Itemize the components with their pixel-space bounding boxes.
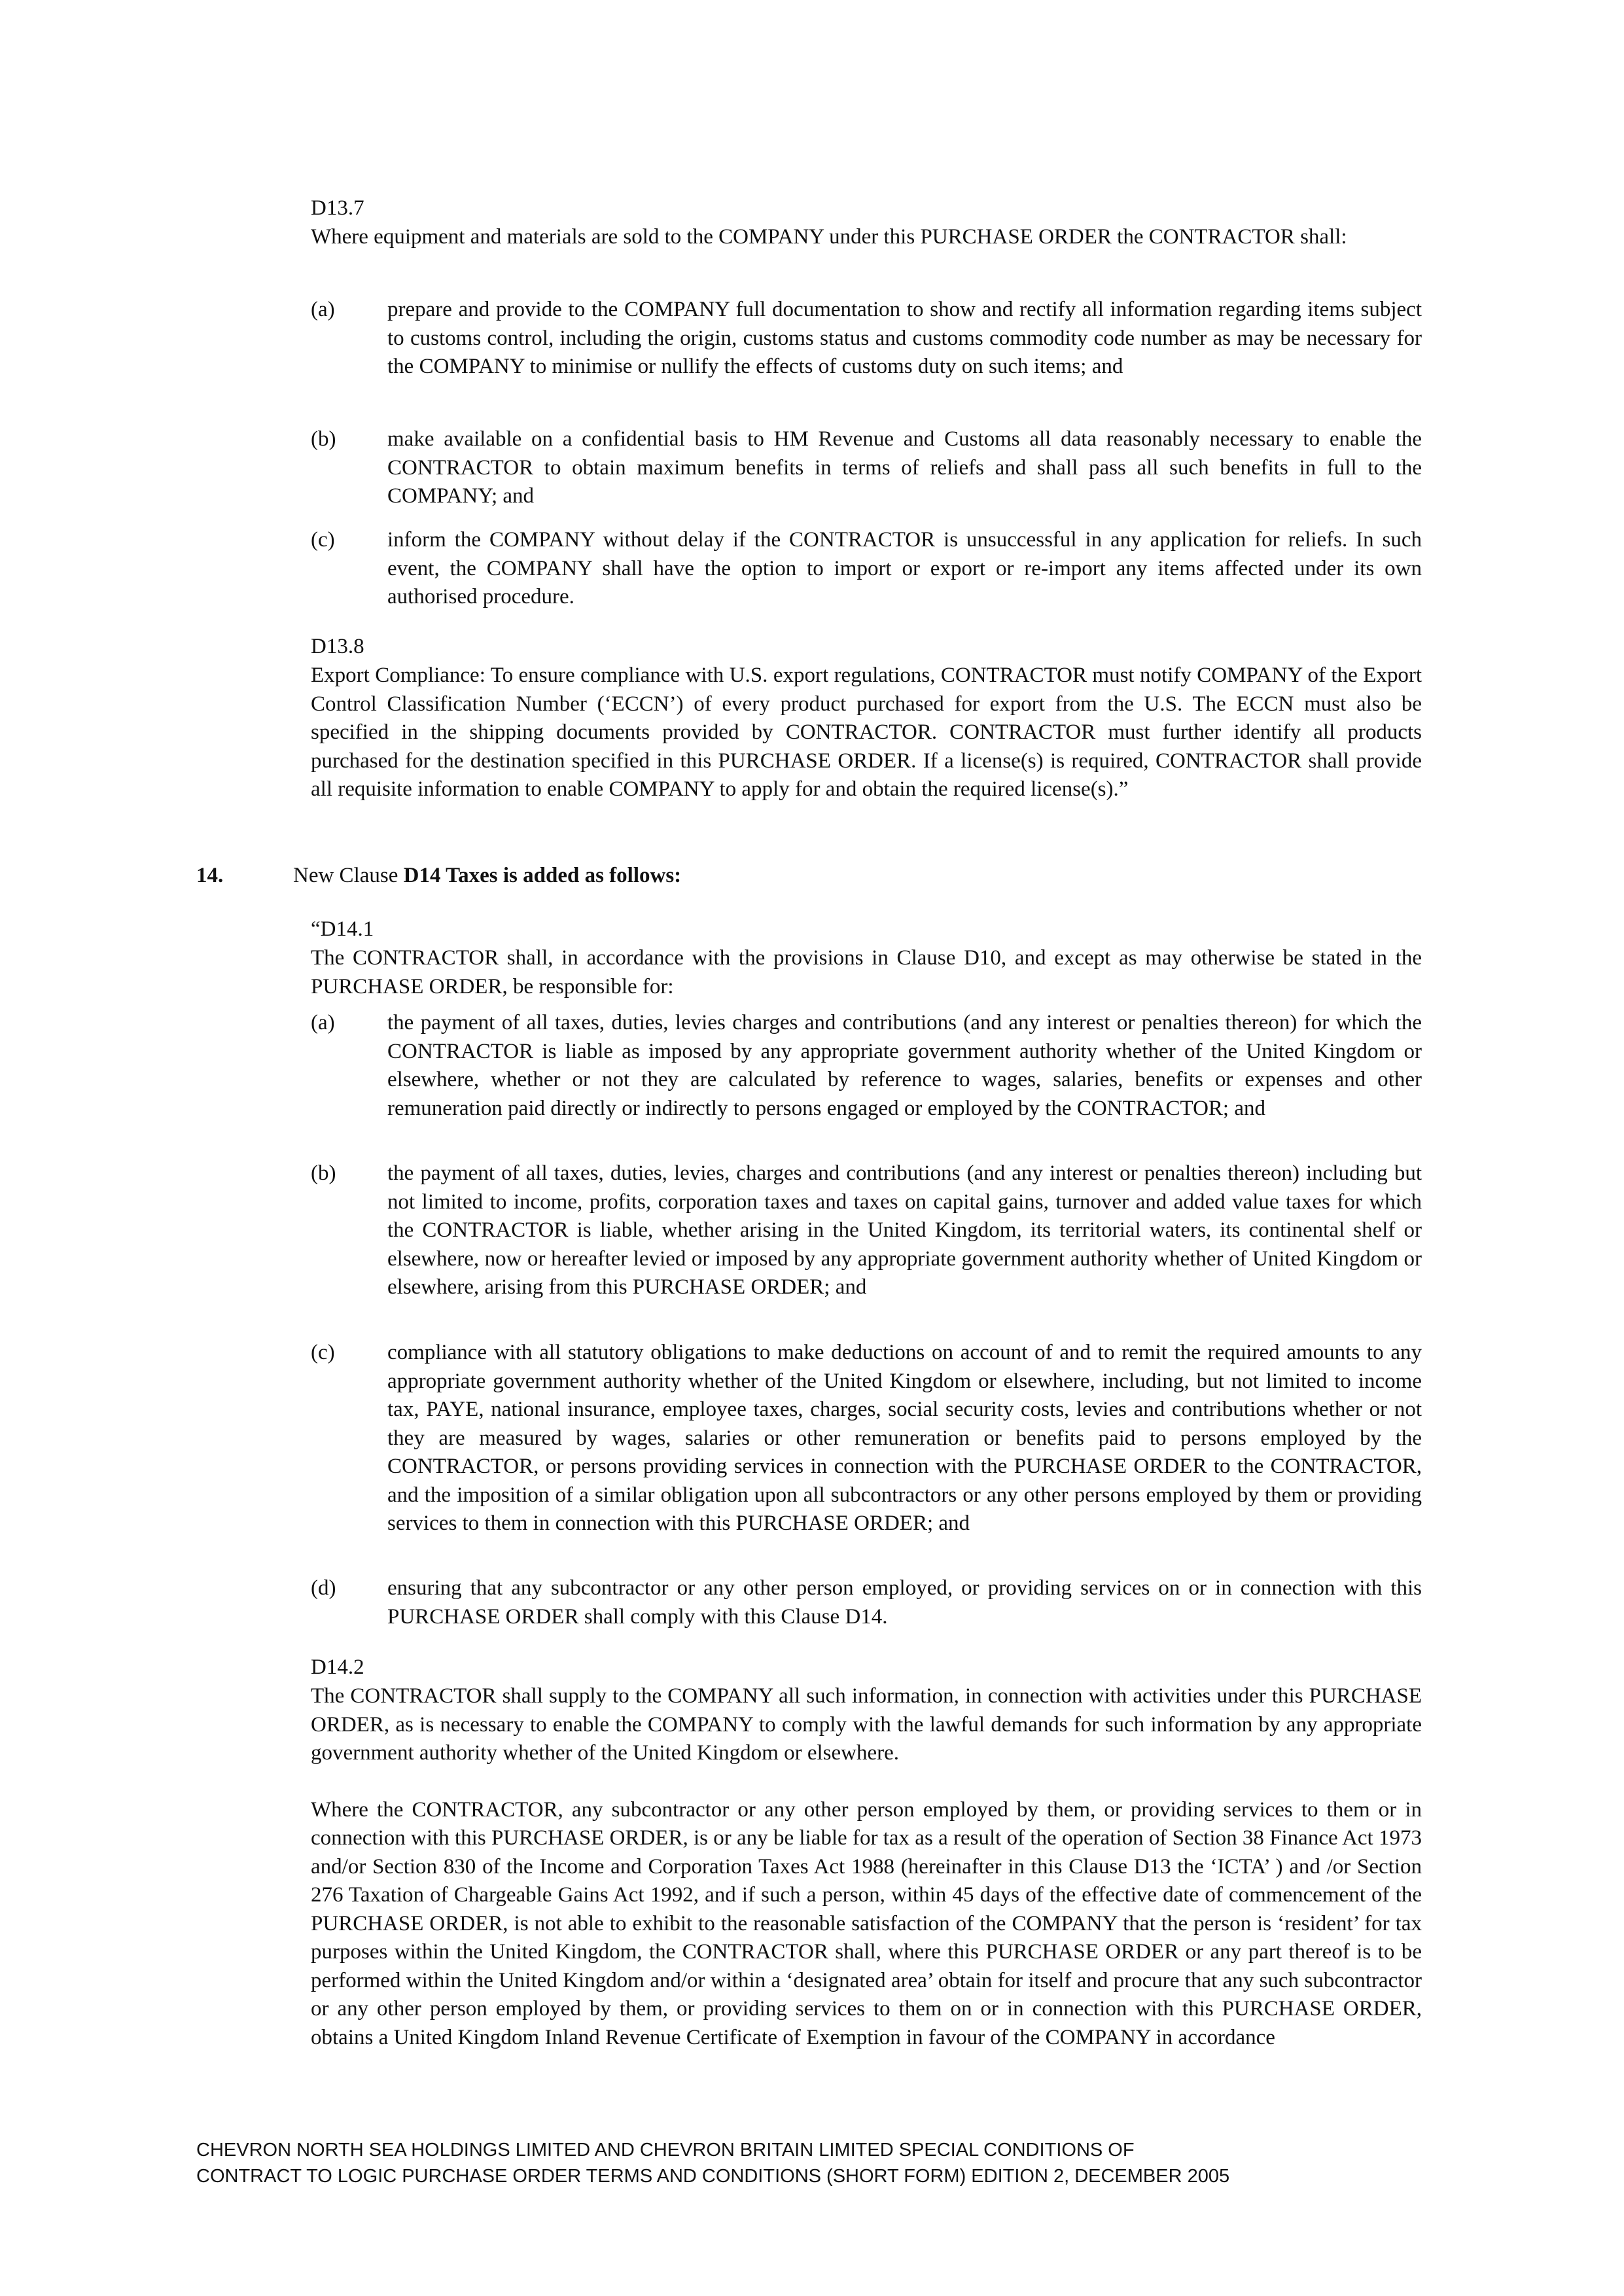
list-item-text: the payment of all taxes, duties, levies, charges and contributions (and any interest or penalties thereon) including but not limited to income, profits, corporation taxes and taxes on capital gains, turnover and added value taxes for which the CONTRACTOR is liable, whether arising in the United Kingdom, its territorial waters, its continental shelf or elsewhere, now or hereafter levied or imposed by any appropriate government authority whether of United Kingdom or elsewhere, arising from this PURCHASE ORDER; and — [387, 1161, 1422, 1299]
clause-title-bold: D14 Taxes is added as follows: — [403, 864, 682, 887]
list-item-label: (d) — [311, 1576, 336, 1600]
list-item-label: (b) — [311, 427, 336, 451]
section-text-continued: Where the CONTRACTOR, any subcontractor or any other person employed by them, or providing services to them or in connection with this PURCHASE ORDER, is or any be liable for tax as a result of the operation of Section 38 Finance Act 1973 and/or Section 830 of the Income and Corporation Taxes Act 1988 (hereinafter in this Clause D13 the ‘ICTA’ ) and /or Section 276 Taxation of Chargeable Gains Act 1992, and if such a person, within 45 days of the effective date of commencement of the PURCHASE ORDER, is not able to exhibit to the reasonable satisfaction of the COMPANY that the person is ‘resident’ for tax purposes within the United Kingdom, the CONTRACTOR shall, where this PURCHASE ORDER or any part thereof is to be performed within the United Kingdom and/or within a ‘designated area’ obtain for itself and procure that any such subcontractor or any other person employed by them, or providing services to them on or in connection with this PURCHASE ORDER, obtains a United Kingdom Inland Revenue Certificate of Exemption in favour of the COMPANY in accordance — [311, 1797, 1422, 2049]
list-item-text: prepare and provide to the COMPANY full documentation to show and rectify all information regarding items subject to customs control, including the origin, customs status and customs commodity code number as may be necessary for the COMPANY to minimise or nullify the effects of customs duty on such items; and — [387, 298, 1422, 378]
list-item-text: ensuring that any subcontractor or any other person employed, or providing services on or in connection with this PURCHASE ORDER shall comply with this Clause D14. — [387, 1576, 1422, 1629]
section-d13-8 — [311, 632, 1422, 804]
section-intro: The CONTRACTOR shall, in accordance with the provisions in Clause D10, and except as may otherwise be stated in the PURCHASE ORDER, be responsible for: — [311, 946, 1422, 998]
page-footer — [196, 2137, 1439, 2189]
footer-line: CHEVRON NORTH SEA HOLDINGS LIMITED AND CHEVRON BRITAIN LIMITED SPECIAL CONDITIONS OF — [196, 2140, 1135, 2161]
list-item-label: (c) — [311, 528, 335, 552]
footer-line: CONTRACT TO LOGIC PURCHASE ORDER TERMS AND CONDITIONS (SHORT FORM) EDITION 2, DECEMBER 2005 — [196, 2166, 1230, 2187]
section-text: The CONTRACTOR shall supply to the COMPANY all such information, in connection with activities under this PURCHASE ORDER, as is necessary to enable the COMPANY to comply with the lawful demands for such information by any appropriate government authority whether of the United Kingdom or elsewhere. — [311, 1684, 1422, 1765]
section-intro: Where equipment and materials are sold to the COMPANY under this PURCHASE ORDER the CONTRACTOR shall: — [311, 225, 1347, 249]
list-item-label: (b) — [311, 1161, 336, 1185]
clause-title-prefix: New Clause — [293, 864, 404, 887]
section-heading: D14.2 — [311, 1655, 364, 1679]
clause-title — [293, 861, 681, 891]
list-item-text: compliance with all statutory obligations to make deductions on account of and to remit the required amounts to any appropriate government authority whether of the United Kingdom or elsewhere, including, but not limited to income tax, PAYE, national insurance, employee taxes, charges, social security costs, levies and contributions whether or not they are measured by wages, salaries or other remuneration or benefits paid to persons employed by the CONTRACTOR, or persons providing services in connection with the PURCHASE ORDER to the CONTRACTOR, and the imposition of a similar obligation upon all subcontractors or any other persons employed by them or providing services to them in connection with this PURCHASE ORDER; and — [387, 1341, 1422, 1535]
section-d14-2 — [311, 1653, 1422, 2052]
section-heading: D13.8 — [311, 635, 364, 658]
list-item-text: make available on a confidential basis to HM Revenue and Customs all data reasonably necessary to enable the CONTRACTOR to obtain maximum benefits in terms of reliefs and shall pass all such benefits in full to the COMPANY; and — [387, 427, 1422, 508]
list-item-label: (a) — [311, 298, 335, 321]
list-item-text: the payment of all taxes, duties, levies charges and contributions (and any interest or penalties thereon) for which the CONTRACTOR is liable as imposed by any appropriate government authority whether of the United Kingdom or elsewhere, whether or not they are calculated by reference to wages, salaries, benefits or expenses and other remuneration paid directly or indirectly to persons engaged or employed by the CONTRACTOR; and — [387, 1011, 1422, 1120]
section-heading: “D14.1 — [311, 917, 374, 941]
list-item-text: inform the COMPANY without delay if the CONTRACTOR is unsuccessful in any application for reliefs. In such event, the COMPANY shall have the option to import or export or re-import any items affected under its own authorised procedure. — [387, 528, 1422, 609]
section-d14-1 — [311, 915, 1422, 1001]
section-d13-7 — [311, 194, 1422, 252]
clause-number: 14. — [196, 864, 224, 887]
list-item-label: (a) — [311, 1011, 335, 1034]
section-heading: D13.7 — [311, 196, 364, 220]
list-item-label: (c) — [311, 1341, 335, 1364]
section-text: Export Compliance: To ensure compliance with U.S. export regulations, CONTRACTOR must notify COMPANY of the Export Control Classification Number (‘ECCN’) of every product purchased for export from the U.S. The ECCN must also be specified in the shipping documents provided by CONTRACTOR. CONTRACTOR must further identify all products purchased for the destination specified in this PURCHASE ORDER. If a license(s) is required, CONTRACTOR shall provide all requisite information to enable COMPANY to apply for and obtain the required license(s).” — [311, 663, 1422, 801]
